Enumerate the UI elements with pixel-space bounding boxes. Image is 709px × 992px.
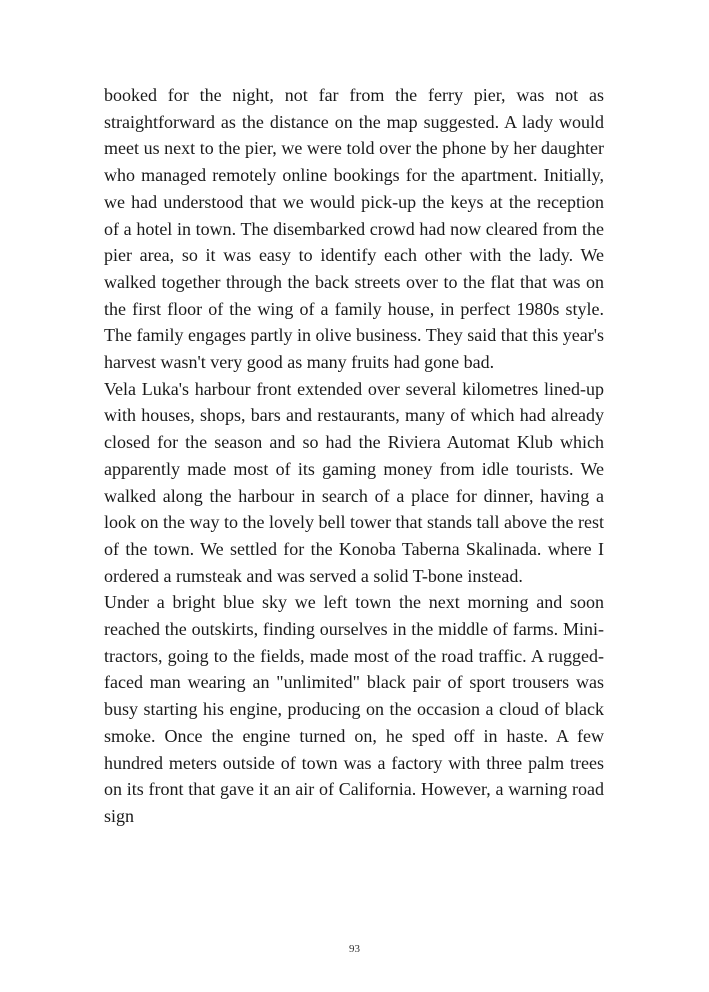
body-text — [104, 82, 604, 830]
page-number: 93 — [349, 943, 360, 955]
paragraph-1: booked for the night, not far from the ferry pier, was not as straightforward as the distance on the map suggested. A lady would meet us next to the pier, we were told over the phone by her daughter who managed remotely online bookings for the apartment. Initially, we had understood that we would pick-up the keys at the reception of a hotel in town. The disembarked crowd had now cleared from the pier area, so it was easy to identify each other with the lady. We walked together through the back streets over to the flat that was on the first floor of the wing of a family house, in perfect 1980s style. The family engages partly in olive business. They said that this year's harvest wasn't very good as many fruits had gone bad. — [104, 85, 604, 373]
paragraph-3: Under a bright blue sky we left town the next morning and soon reached the outskirts, finding ourselves in the middle of farms. Mini-tractors, going to the fields, made most of the road traffic. A rugged-faced man wearing an "unlimited" black pair of sport trousers was busy starting his engine, producing on the occasion a cloud of black smoke. Once the engine turned on, he sped off in haste. A few hundred meters outside of town was a factory with three palm trees on its front that gave it an air of California. However, a warning road sign — [104, 592, 604, 826]
paragraph-2: Vela Luka's harbour front extended over several kilometres lined-up with houses, shops, bars and restaurants, many of which had already closed for the season and so had the Riviera Automat Klub which apparently made most of its gaming money from idle tourists. We walked along the harbour in search of a place for dinner, having a look on the way to the lovely bell tower that stands tall above the rest of the town. We settled for the Konoba Taberna Skalinada. where I ordered a rumsteak and was served a solid T-bone instead. — [104, 378, 604, 586]
